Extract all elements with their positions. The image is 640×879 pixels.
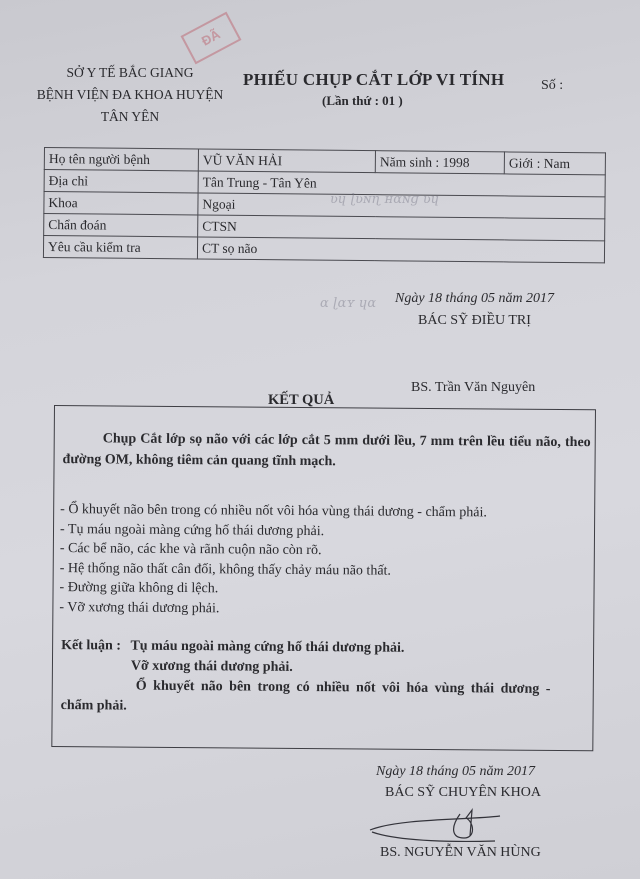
conclusion-line: Ổ khuyết não bên trong có nhiều nốt vôi hóa vùng thái dương - (135, 678, 551, 697)
result-title: KẾT QUẢ (268, 392, 335, 408)
label-department: Khoa (44, 192, 198, 215)
handwriting-marks: ɑ ɭɑʏ ɥɑ (320, 296, 377, 311)
label-address: Địa chỉ (44, 170, 198, 193)
value-diagnosis: CTSN (198, 215, 605, 241)
organization-block (30, 62, 230, 128)
document-number-label: Số : (541, 78, 564, 93)
value-address: Tân Trung - Tân Yên (198, 171, 605, 197)
result-box (51, 405, 596, 751)
value-department: Ngoại (198, 193, 605, 219)
conclusion-line: Vỡ xương thái dương phải. (130, 658, 293, 675)
treating-role: BÁC SỸ ĐIỀU TRỊ (418, 313, 531, 328)
treating-date: Ngày 18 tháng 05 năm 2017 (395, 291, 555, 306)
finding-item: - Vỡ xương thái dương phải. (59, 599, 220, 616)
finding-item: - Ổ khuyết não bên trong có nhiều nốt vôi hóa vùng thái dương - chẩm phải. (60, 502, 487, 521)
label-patient-name: Họ tên người bệnh (44, 148, 198, 171)
patient-info-table (43, 147, 606, 263)
handwriting-marks: ʋɥ ɭʋɴɳ ʜɑɴɡ ʋɥ (330, 192, 440, 207)
result-intro: Chụp Cắt lớp sọ não với các lớp cắt 5 mm dưới lều, 7 mm trên lều tiểu não, theo đường OM, không tiêm cản quang tĩnh mạch. (62, 431, 591, 470)
conclusion-label: Kết luận : (61, 638, 122, 654)
table-row (43, 236, 604, 263)
signature-scribble (360, 808, 510, 848)
value-exam-request: CT sọ não (197, 237, 604, 263)
treating-doctor-name: BS. Trần Văn Nguyên (411, 380, 536, 395)
value-patient-name: VŨ VĂN HẢI (198, 149, 375, 173)
document-title: PHIẾU CHỤP CẮT LỚP VI TÍNH (243, 70, 505, 89)
org-line-3: TÂN YÊN (100, 109, 160, 124)
conclusion-line: chẩm phải. (60, 698, 127, 714)
document-subtitle: (Lần thứ : 01 ) (322, 93, 403, 108)
conclusion-block (61, 636, 590, 720)
specialist-date: Ngày 18 tháng 05 năm 2017 (376, 764, 536, 779)
value-birth-year: Năm sinh : 1998 (375, 151, 504, 174)
conclusion-line: Tụ máu ngoài màng cứng hố thái dương phải. (130, 638, 405, 656)
label-exam-request: Yêu cầu kiểm tra (43, 236, 197, 259)
finding-item: - Đường giữa không di lệch. (59, 580, 219, 597)
finding-item: - Tụ máu ngoài màng cứng hố thái dương phải. (59, 521, 325, 539)
value-gender: Giới : Nam (504, 152, 605, 175)
org-line-2: BỆNH VIỆN ĐA KHOA HUYỆN (36, 87, 224, 102)
finding-item: - Hệ thống não thất cân đối, không thấy chảy máu não thất. (59, 560, 392, 579)
label-diagnosis: Chẩn đoán (44, 214, 198, 237)
stamp: ĐÃ (181, 12, 242, 65)
finding-item: - Các bể não, các khe và rãnh cuộn não còn rõ. (59, 541, 322, 559)
findings-list (59, 500, 487, 620)
org-line-1: SỞ Y TẾ BẮC GIANG (66, 65, 194, 80)
specialist-role: BÁC SỸ CHUYÊN KHOA (385, 785, 541, 800)
specialist-doctor-name: BS. NGUYỄN VĂN HÙNG (380, 845, 541, 860)
